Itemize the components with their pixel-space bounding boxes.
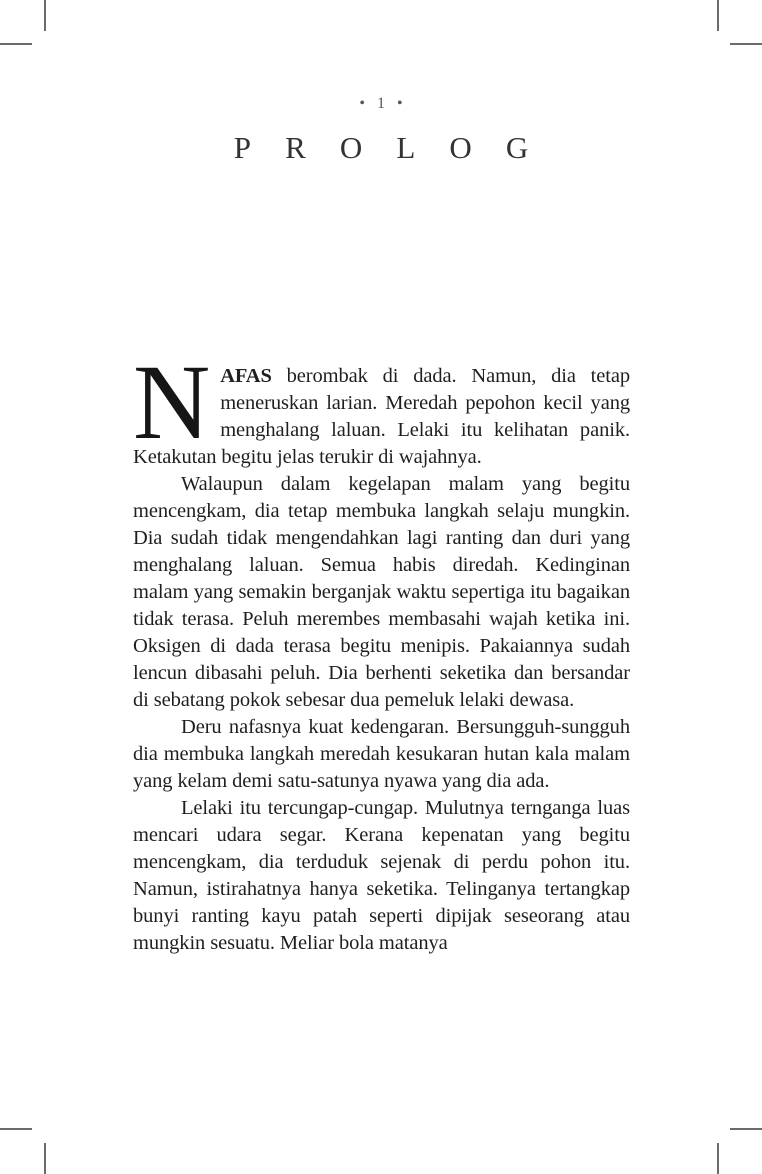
crop-mark-top-left-vertical: [44, 0, 46, 31]
crop-mark-bottom-right-horizontal: [730, 1128, 762, 1130]
paragraph-4: [133, 795, 630, 957]
paragraph-3: [133, 714, 630, 795]
crop-mark-bottom-left-vertical: [44, 1143, 46, 1174]
drop-cap: N: [133, 344, 211, 462]
crop-mark-bottom-right-vertical: [717, 1143, 719, 1174]
page-number: [0, 95, 762, 113]
crop-mark-top-right-vertical: [717, 0, 719, 31]
paragraph-1-text: berombak di dada. Namun, dia tetap meneruskan larian. Meredah pepohon kecil yang menghalang laluan. Lelaki itu kelihatan panik. Ketakutan begitu jelas terukir di wajahnya.: [133, 365, 630, 468]
paragraph-3-text: Deru nafasnya kuat kedengaran. Bersungguh-sungguh dia membuka langkah meredah kesukaran hutan kala malam yang kelam demi satu-satunya nyawa yang dia ada.: [133, 716, 630, 792]
body-text: [133, 344, 630, 957]
crop-mark-top-right-horizontal: [730, 43, 762, 45]
lead-word: AFAS: [220, 365, 272, 387]
chapter-heading: [0, 130, 762, 166]
crop-mark-top-left-horizontal: [0, 43, 32, 45]
page-number-label: • 1 •: [359, 95, 407, 112]
crop-mark-bottom-left-horizontal: [0, 1128, 32, 1130]
paragraph-1: [133, 344, 630, 471]
paragraph-2-text: Walaupun dalam kegelapan malam yang begitu mencengkam, dia tetap membuka langkah selaju mungkin. Dia sudah tidak mengendahkan lagi ranting dan duri yang menghalang laluan. Semua habis diredah. Kedinginan malam yang semakin berganjak waktu sepertiga itu bagaikan tidak terasa. Peluh merembes membasahi wajah ketika ini. Oksigen di dada terasa begitu menipis. Pakaiannya sudah lencun dibasahi peluh. Dia berhenti seketika dan bersandar di sebatang pokok sebesar dua pemeluk lelaki dewasa.: [133, 473, 630, 711]
paragraph-4-text: Lelaki itu tercungap-cungap. Mulutnya ternganga luas mencari udara segar. Kerana kepenatan yang begitu mencengkam, dia terduduk sejenak di perdu pohon itu. Namun, istirahatnya hanya seketika. Telinganya tertangkap bunyi ranting kayu patah seperti dipijak seseorang atau mungkin sesuatu. Meliar bola matanya: [133, 797, 630, 954]
chapter-heading-label: PROLOG: [233, 130, 563, 165]
paragraph-2: [133, 471, 630, 714]
